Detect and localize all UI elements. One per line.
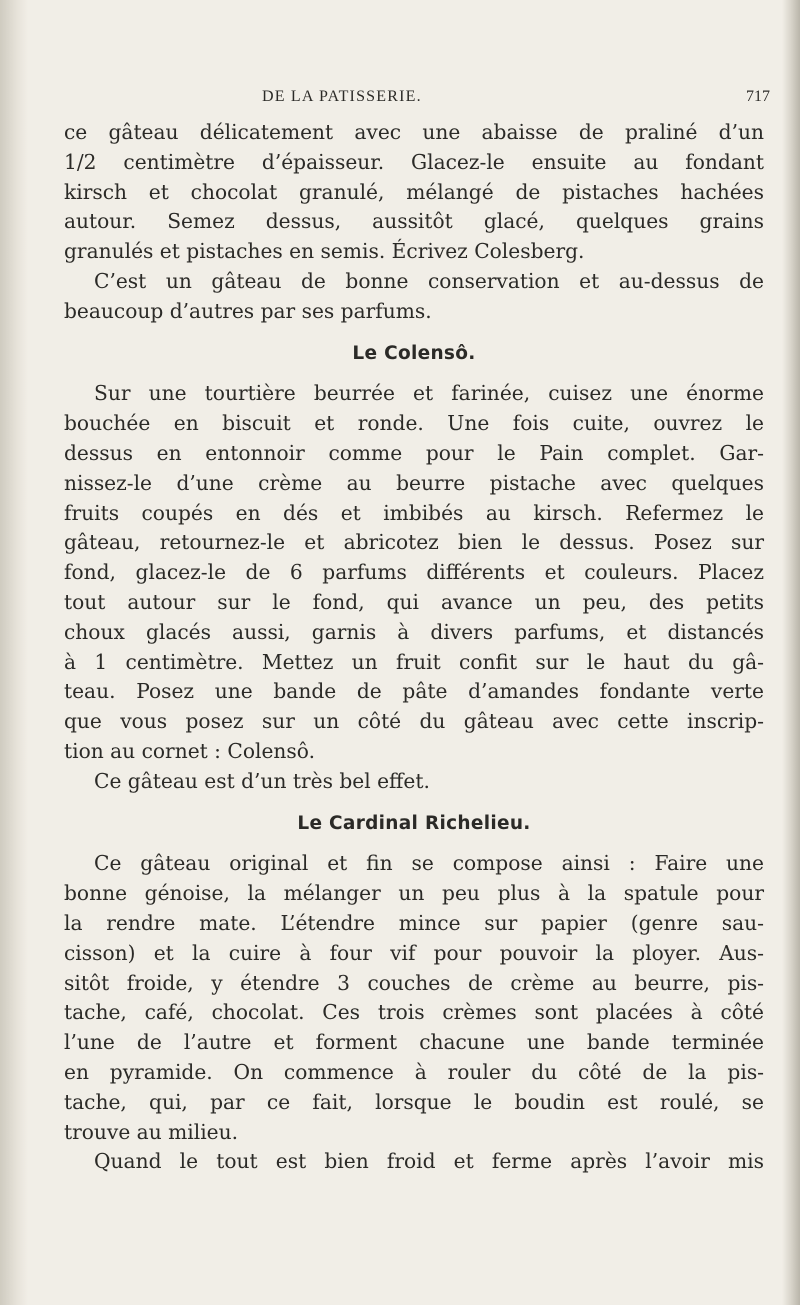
text-line: à 1 centimètre. Mettez un fruit confit sur le haut du gâ- — [64, 649, 764, 674]
text-line: bonne génoise, la mélanger un peu plus à la spatule pour — [64, 881, 764, 906]
text-line: Ce gâteau original et fin se compose ainsi : Faire une — [94, 851, 764, 876]
text-line: autour. Semez dessus, aussitôt glacé, quelques grains — [64, 209, 764, 234]
paragraph-colenso-effect — [64, 767, 764, 797]
text-line: trouve au milieu. — [64, 1119, 239, 1144]
page-body — [64, 118, 764, 1177]
text-line: que vous posez sur un côté du gâteau avec cette inscrip- — [64, 709, 764, 734]
paragraph-colenso — [64, 379, 764, 766]
section-heading-richelieu: Le Cardinal Richelieu. — [297, 812, 531, 834]
text-line: fond, glacez-le de 6 parfums différents et couleurs. Placez — [64, 560, 764, 585]
page-number: 717 — [746, 88, 770, 105]
paragraph-colesberg-conservation — [64, 267, 764, 327]
text-line: tache, qui, par ce fait, lorsque le boudin est roulé, se — [64, 1089, 764, 1114]
text-line: tion au cornet : Colensô. — [64, 738, 315, 763]
text-line: en pyramide. On commence à rouler du côté de la pis- — [64, 1059, 764, 1084]
text-line: la rendre mate. L’étendre mince sur papier (genre sau- — [64, 910, 764, 935]
running-head: DE LA PATISSERIE. — [262, 88, 422, 105]
page-edge-shadow — [782, 0, 800, 1305]
text-line: choux glacés aussi, garnis à divers parfums, et distancés — [64, 619, 764, 644]
text-line: Quand le tout est bien froid et ferme après l’avoir mis — [94, 1149, 764, 1174]
section-heading-colenso: Le Colensô. — [352, 342, 476, 364]
paragraph-richelieu-continued — [64, 1147, 764, 1177]
text-line: cisson) et la cuire à four vif pour pouvoir la ployer. Aus- — [64, 940, 764, 965]
text-line: Ce gâteau est d’un très bel effet. — [94, 768, 430, 793]
text-line: l’une de l’autre et forment chacune une bande terminée — [64, 1030, 764, 1055]
text-line: kirsch et chocolat granulé, mélangé de pistaches hachées — [64, 179, 764, 204]
text-line: 1/2 centimètre d’épaisseur. Glacez-le ensuite au fondant — [64, 149, 764, 174]
text-line: Sur une tourtière beurrée et farinée, cuisez une énorme — [94, 381, 764, 406]
text-line: sitôt froide, y étendre 3 couches de crème au beurre, pis- — [64, 970, 764, 995]
text-line: tout autour sur le fond, qui avance un peu, des petits — [64, 589, 764, 614]
text-line: gâteau, retournez-le et abricotez bien le dessus. Posez sur — [64, 530, 764, 555]
text-line: dessus en entonnoir comme pour le Pain complet. Gar- — [64, 440, 764, 465]
page-header — [0, 88, 800, 114]
text-line: fruits coupés en dés et imbibés au kirsch. Refermez le — [64, 500, 764, 525]
paragraph-richelieu — [64, 849, 764, 1147]
text-line: nissez-le d’une crème au beurre pistache avec quelques — [64, 470, 764, 495]
text-line: C’est un gâteau de bonne conservation et au-dessus de — [94, 268, 764, 293]
text-line: tache, café, chocolat. Ces trois crèmes sont placées à côté — [64, 1000, 764, 1025]
text-line: teau. Posez une bande de pâte d’amandes fondante verte — [64, 679, 764, 704]
paragraph-colesberg-end — [64, 118, 764, 267]
text-line: bouchée en biscuit et ronde. Une fois cuite, ouvrez le — [64, 411, 764, 436]
text-line: beaucoup d’autres par ses parfums. — [64, 298, 432, 323]
text-line: ce gâteau délicatement avec une abaisse de praliné d’un — [64, 120, 764, 144]
page-gutter-shadow — [0, 0, 28, 1305]
text-line: granulés et pistaches en semis. Écrivez Colesberg. — [64, 239, 585, 264]
